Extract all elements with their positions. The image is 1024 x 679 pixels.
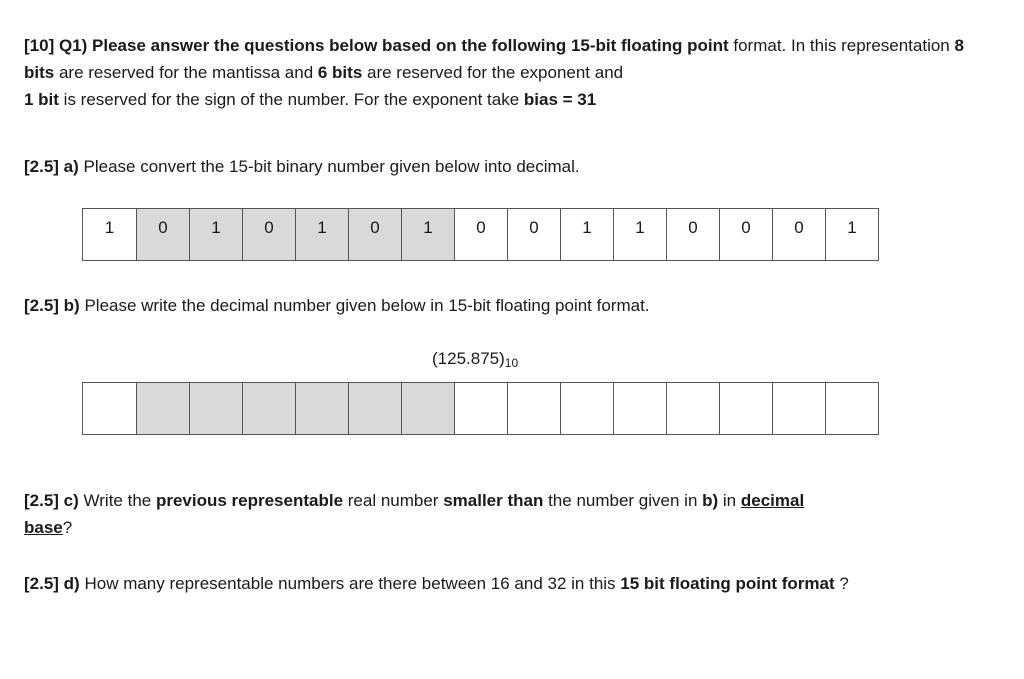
bit-cell-blank [349,382,402,435]
bit-cell: 1 [83,208,137,261]
bit-cell: 0 [508,208,561,261]
bit-cell: 1 [614,208,667,261]
part-d-text: How many representable numbers are there between 16 and 32 in this [79,574,621,593]
mantissa-bits: 8 bits [24,36,964,82]
part-c-decimal: decimal [740,491,805,510]
bit-cell-blank [137,382,190,435]
part-c-prompt [24,487,964,541]
part-c-text-1: Write the [78,491,156,510]
given-number-value: (125.875) [432,349,505,368]
bit-cell-blank [720,382,773,435]
intro-text-4: is reserved for the sign of the number. For the exponent take [58,90,524,109]
bit-cell: 0 [773,208,826,261]
part-c-emphasis-previous: previous representable [155,491,344,510]
bit-cell: 1 [561,208,614,261]
part-a-tag: [2.5] a) [24,157,79,176]
part-d-tag: [2.5] d) [24,574,80,593]
bit-cell-blank [667,382,720,435]
part-a-bit-row [82,208,879,261]
part-c-text-3: the number given in [543,491,703,510]
bit-cell-blank [508,382,561,435]
bit-cell-blank [773,382,826,435]
bit-cell-blank [83,382,137,435]
bias-value: bias = 31 [523,90,597,109]
part-b-text: Please write the decimal number given below in 15-bit floating point format. [79,296,650,315]
part-c-base: base [24,518,63,537]
bit-cell: 0 [455,208,508,261]
given-number [432,349,518,370]
bit-cell-blank [243,382,296,435]
bit-cell: 0 [243,208,296,261]
part-b-prompt [24,292,964,319]
part-c-text-4: in [718,491,741,510]
bit-cell: 0 [137,208,190,261]
bit-cell-blank [190,382,243,435]
bit-cell: 1 [826,208,879,261]
intro-text-2: are reserved for the mantissa and [54,63,318,82]
bit-cell-blank [455,382,508,435]
part-c-tag: [2.5] c) [24,491,79,510]
part-b-tag: [2.5] b) [24,296,80,315]
bit-cell: 0 [667,208,720,261]
part-c-emphasis-smaller: smaller than [443,491,544,510]
part-d-format: 15 bit floating point format [620,574,835,593]
part-a-prompt [24,153,964,180]
intro-text-1: format. In this representation [728,36,955,55]
part-c-text-5: ? [62,518,73,537]
bit-cell: 0 [349,208,402,261]
bit-cell-blank [296,382,349,435]
part-a-text: Please convert the 15-bit binary number given below into decimal. [78,157,580,176]
exponent-bits: 6 bits [317,63,363,82]
intro-text-3: are reserved for the exponent and [362,63,624,82]
given-number-base: 10 [504,356,519,370]
bit-cell: 1 [190,208,243,261]
bit-cell: 1 [296,208,349,261]
bit-cell: 0 [720,208,773,261]
bit-cell-blank [826,382,879,435]
part-d-prompt [24,570,964,597]
question-heading: [10] Q1) Please answer the questions below based on the following [24,36,567,55]
part-c-text-2: real number [343,491,444,510]
part-d-text-2: ? [834,574,849,593]
sign-bit: 1 bit [24,90,59,109]
bit-cell-blank [614,382,667,435]
question-intro [24,32,964,113]
part-c-ref-b: b) [702,491,719,510]
format-name: 15-bit floating point [570,36,729,55]
bit-cell-blank [561,382,614,435]
bit-cell-blank [402,382,455,435]
part-b-bit-row [82,382,879,435]
bit-cell: 1 [402,208,455,261]
